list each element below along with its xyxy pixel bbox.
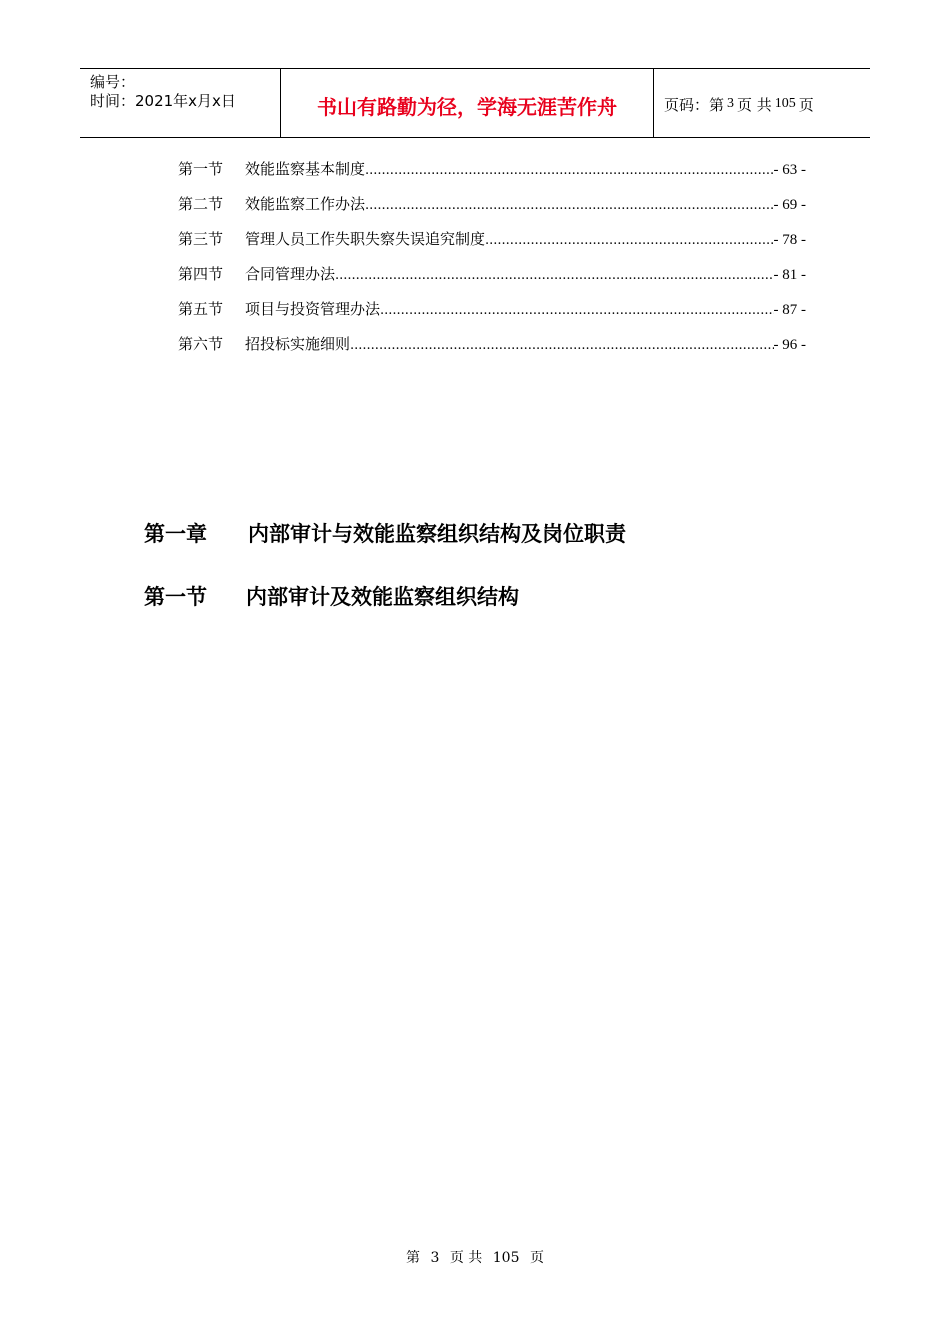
toc-title: 效能监察基本制度: [245, 160, 366, 178]
toc-title: 管理人员工作失职失察失误追究制度: [245, 230, 486, 248]
footer-suffix: 页: [529, 1250, 544, 1266]
header-page-mid: 页 共: [737, 95, 772, 114]
toc-leader: [335, 268, 773, 283]
chapter-heading: [144, 518, 626, 548]
header-meta: [80, 69, 281, 137]
toc-page: - 69 -: [773, 197, 806, 213]
chapter-number: 第一章: [144, 522, 207, 546]
toc-section: 第三节: [178, 230, 224, 248]
toc-section: 第六节: [178, 335, 224, 353]
section-heading: [144, 581, 519, 611]
toc-entry[interactable]: [178, 263, 806, 298]
toc-title: 效能监察工作办法: [245, 195, 366, 213]
footer-total: 105: [492, 1250, 520, 1266]
toc-page: - 87 -: [773, 302, 806, 318]
toc-title: 合同管理办法: [245, 265, 336, 283]
toc-page: - 96 -: [773, 337, 806, 353]
header-page-total: 105: [774, 96, 796, 111]
toc-leader: [380, 303, 773, 318]
toc-entry[interactable]: [178, 298, 806, 333]
header-motto: 书山有路勤为径，学海无涯苦作舟: [281, 69, 654, 137]
header-page-suffix: 页: [798, 95, 814, 114]
page-footer: [0, 1247, 950, 1267]
toc-title: 项目与投资管理办法: [245, 300, 381, 318]
footer-mid: 页 共: [449, 1250, 483, 1266]
toc-leader: [365, 198, 773, 213]
toc-entry[interactable]: [178, 228, 806, 263]
toc-section: 第二节: [178, 195, 224, 213]
section-title: 内部审计及效能监察组织结构: [246, 585, 519, 609]
section-number: 第一节: [144, 585, 207, 609]
toc-section: 第五节: [178, 300, 224, 318]
toc-page: - 78 -: [773, 232, 806, 248]
footer-current: 3: [430, 1250, 440, 1266]
toc-entry[interactable]: [178, 193, 806, 228]
chapter-title: 内部审计与效能监察组织结构及岗位职责: [248, 522, 626, 546]
header-page-current: 3: [727, 96, 735, 111]
header-time-label: 时间：2021年x月x日: [90, 92, 236, 110]
toc-entry[interactable]: [178, 158, 806, 193]
toc-page: - 63 -: [773, 162, 806, 178]
toc-leader: [350, 338, 773, 353]
toc-page: - 81 -: [773, 267, 806, 283]
header-page-prefix: 页码：第: [664, 95, 725, 114]
footer-prefix: 第: [406, 1250, 421, 1266]
toc-entry[interactable]: [178, 333, 806, 368]
header-number-label: 编号：: [90, 73, 136, 91]
header-page-info: [654, 69, 870, 137]
table-of-contents: [178, 158, 806, 368]
page-header: [80, 68, 870, 138]
toc-section: 第一节: [178, 160, 224, 178]
toc-section: 第四节: [178, 265, 224, 283]
toc-title: 招投标实施细则: [245, 335, 351, 353]
toc-leader: [365, 163, 773, 178]
toc-leader: [485, 233, 773, 248]
